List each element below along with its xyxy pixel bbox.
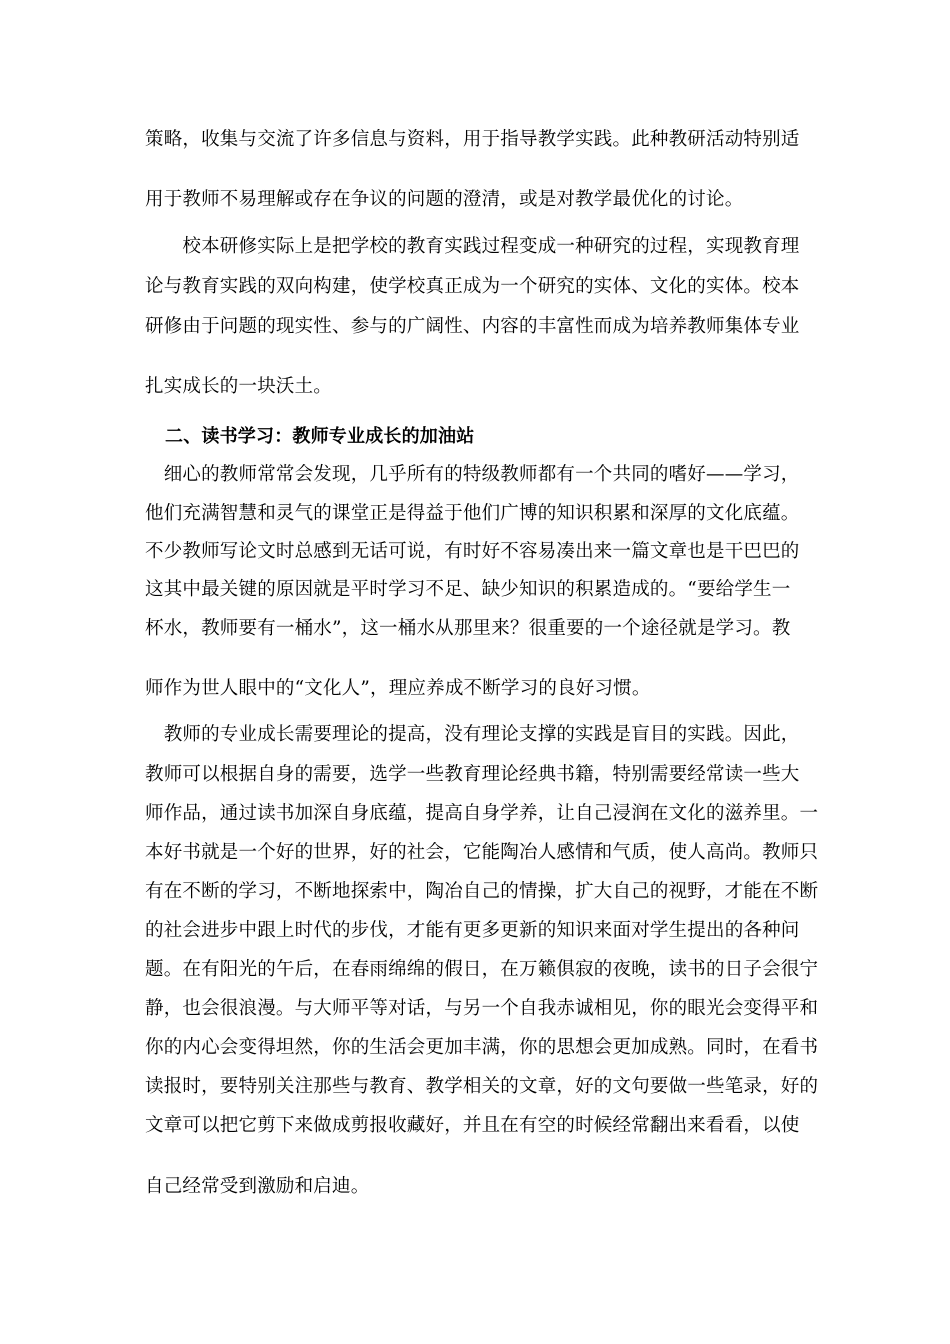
section-heading: 二、读书学习：教师专业成长的加油站 xyxy=(165,426,475,447)
text-line: 有在不断的学习，不断地探索中，陶冶自己的情操，扩大自己的视野，才能在不断 xyxy=(145,881,819,902)
text-line: 用于教师不易理解或存在争议的问题的澄清，或是对教学最优化的讨论。 xyxy=(145,189,744,210)
text-line: 读报时，要特别关注那些与教育、教学相关的文章，好的文句要做一些笔录，好的 xyxy=(145,1076,819,1097)
text-line: 你的内心会变得坦然，你的生活会更加丰满，你的思想会更加成熟。同时，在看书 xyxy=(145,1037,819,1058)
text-line: 本好书就是一个好的世界，好的社会，它能陶冶人感情和气质，使人高尚。教师只 xyxy=(145,842,819,863)
text-line: 扎实成长的一块沃土。 xyxy=(145,376,333,397)
text-line: 的社会进步中跟上时代的步伐，才能有更多更新的知识来面对学生提出的各种问 xyxy=(145,920,800,941)
text-line: 策略，收集与交流了许多信息与资料，用于指导教学实践。此种教研活动特别适 xyxy=(145,129,800,150)
text-line: 论与教育实践的双向构建，使学校真正成为一个研究的实体、文化的实体。校本 xyxy=(145,276,800,297)
text-line: 他们充满智慧和灵气的课堂正是得益于他们广博的知识积累和深厚的文化底蕴。 xyxy=(145,503,800,524)
text-line: 教师的专业成长需要理论的提高，没有理论支撑的实践是盲目的实践。因此， xyxy=(145,724,800,745)
text-line: 静，也会很浪漫。与大师平等对话，与另一个自我赤诚相见，你的眼光会变得平和 xyxy=(145,998,819,1019)
text-line: 杯水，教师要有一桶水”，这一桶水从那里来？很重要的一个途径就是学习。教 xyxy=(145,618,791,639)
text-line: 细心的教师常常会发现，几乎所有的特级教师都有一个共同的嗜好——学习， xyxy=(145,464,800,485)
text-line: 题。在有阳光的午后，在春雨绵绵的假日，在万籁俱寂的夜晚，读书的日子会很宁 xyxy=(145,959,819,980)
text-line: 研修由于问题的现实性、参与的广阔性、内容的丰富性而成为培养教师集体专业 xyxy=(145,316,800,337)
text-line: 师作品，通过读书加深自身底蕴，提高自身学养，让自己浸润在文化的滋养里。一 xyxy=(145,803,819,824)
text-line: 教师可以根据自身的需要，选学一些教育理论经典书籍，特别需要经常读一些大 xyxy=(145,764,800,785)
text-line: 不少教师写论文时总感到无话可说，有时好不容易凑出来一篇文章也是干巴巴的 xyxy=(145,541,800,562)
text-line: 文章可以把它剪下来做成剪报收藏好，并且在有空的时候经常翻出来看看，以使 xyxy=(145,1115,800,1136)
text-line: 这其中最关键的原因就是平时学习不足、缺少知识的积累造成的。“要给学生一 xyxy=(145,579,791,600)
text-line: 自己经常受到激励和启迪。 xyxy=(145,1176,370,1197)
text-line: 校本研修实际上是把学校的教育实践过程变成一种研究的过程，实现教育理 xyxy=(145,236,800,257)
text-line: 师作为世人眼中的“文化人”，理应养成不断学习的良好习惯。 xyxy=(145,678,651,699)
